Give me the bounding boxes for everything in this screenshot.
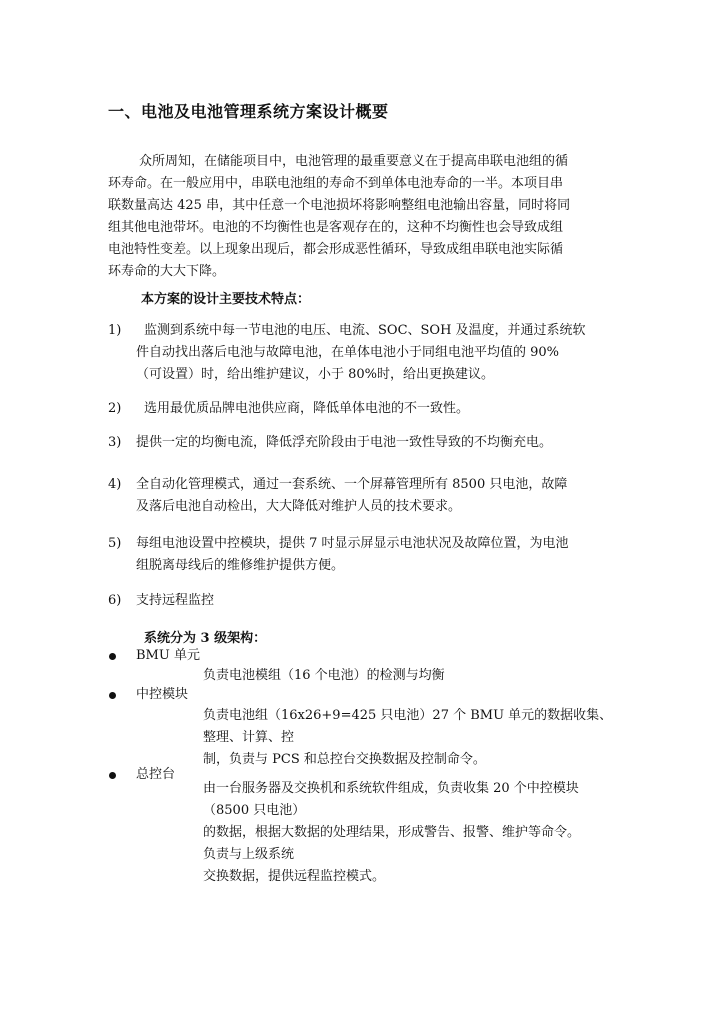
feature-number: 2) [108, 401, 122, 416]
level-line: 负责与上级系统 [203, 847, 295, 862]
feature-line: 提供一定的均衡电流，降低浮充阶段由于电池一致性导致的不均衡充电。 [136, 435, 553, 450]
levels-title: 系统分为 3 级架构： [144, 631, 267, 646]
level-line: 制，负责与 PCS 和总控台交换数据及控制命令。 [203, 752, 486, 767]
feature-line: 及落后电池自动检出，大大降低对维护人员的技术要求。 [136, 499, 462, 514]
intro-line: 环寿命的大大下降。 [108, 264, 226, 279]
feature-item [108, 533, 628, 577]
level-line: 交换数据，提供远程监控模式。 [203, 869, 386, 884]
level-bullet [109, 645, 309, 667]
intro-line: 组其他电池带坏。电池的不均衡性也是客观存在的，这种不均衡性也会导致成组 [108, 220, 564, 235]
feature-line: 组脱离母线后的维修维护提供方便。 [136, 558, 345, 573]
feature-line: 选用最优质品牌电池供应商，降低单体电池的不一致性。 [144, 401, 470, 416]
intro-line: 环寿命。在一般应用中，串联电池组的寿命不到单体电池寿命的一半。本项目串 [108, 176, 564, 191]
feature-line: 全自动化管理模式，通过一套系统、一个屏幕管理所有 8500 只电池，故障 [136, 477, 568, 492]
level-line: （8500 只电池） [203, 803, 306, 818]
intro-line: 众所周知，在储能项目中，电池管理的最重要意义在于提高串联电池组的循 [139, 154, 569, 169]
feature-number: 1) [108, 323, 122, 338]
features-title: 本方案的设计主要技术特点： [141, 292, 311, 307]
level-label: 总控台 [136, 767, 176, 782]
feature-number: 5) [108, 536, 122, 551]
feature-line: （可设置）时，给出维护建议，小于 80%时，给出更换建议。 [136, 367, 495, 382]
feature-text [136, 533, 569, 577]
section-heading: 一、电池及电池管理系统方案设计概要 [108, 102, 389, 121]
intro-line: 联数量高达 425 串，其中任意一个电池损坏将影响整组电池输出容量，同时将同 [108, 198, 571, 213]
intro-paragraph [108, 151, 620, 283]
feature-item [108, 320, 628, 386]
level-line: 负责电池模组（16 个电池）的检测与均衡 [203, 668, 445, 683]
feature-line: 监测到系统中每一节电池的电压、电流、SOC、SOH 及温度，并通过系统软 [144, 323, 586, 338]
level-description [203, 778, 580, 888]
feature-text [136, 398, 469, 420]
level-line: 由一台服务器及交换机和系统软件组成，负责收集 20 个中控模块 [203, 781, 579, 796]
feature-item [108, 590, 628, 612]
feature-item [108, 474, 628, 518]
level-line: 负责电池组（16x26+9=425 只电池）27 个 BMU 单元的数据收集、 [203, 708, 613, 723]
level-bullet [109, 684, 309, 706]
feature-number: 4) [108, 477, 122, 492]
level-label: 中控模块 [136, 687, 189, 702]
intro-line: 电池特性变差。以上现象出现后，都会形成恶性循环，导致成组串联电池实际循 [108, 242, 564, 257]
bullet-dot-icon [109, 653, 116, 660]
feature-line: 件自动找出落后电池与故障电池，在单体电池小于同组电池平均值的 90% [136, 345, 560, 360]
feature-number: 6) [108, 593, 122, 608]
bullet-dot-icon [109, 772, 116, 779]
feature-text [136, 432, 552, 454]
level-line: 整理、计算、控 [203, 730, 295, 745]
level-line: 的数据，根据大数据的处理结果，形成警告、报警、维护等命令。 [203, 825, 581, 840]
level-label: BMU 单元 [136, 648, 200, 663]
feature-line: 支持远程监控 [136, 593, 215, 608]
feature-line: 每组电池设置中控模块，提供 7 吋显示屏显示电池状况及故障位置，为电池 [136, 536, 569, 551]
feature-number: 3) [108, 435, 122, 450]
feature-text [136, 320, 586, 386]
feature-item [108, 432, 628, 454]
feature-text [136, 474, 567, 518]
level-description [203, 705, 612, 771]
feature-item [108, 398, 628, 420]
feature-text [136, 590, 214, 612]
bullet-dot-icon [109, 692, 116, 699]
